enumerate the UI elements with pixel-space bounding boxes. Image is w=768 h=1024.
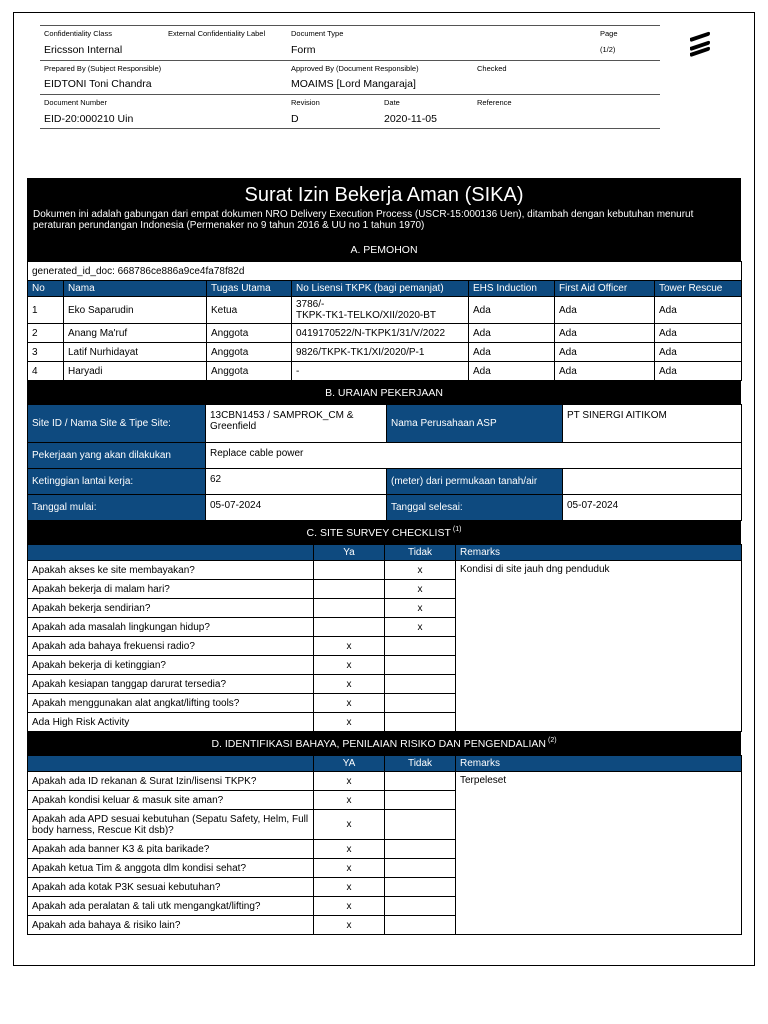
section-a-col-header: Nama <box>64 281 207 297</box>
applicant-cell: Ada <box>469 362 555 381</box>
checklist-no-mark <box>385 859 456 878</box>
height-unit-value <box>563 469 742 495</box>
checklist-no-mark <box>385 637 456 656</box>
applicant-cell: 2 <box>28 324 64 343</box>
height-unit-label: (meter) dari permukaan tanah/air <box>387 469 563 495</box>
applicant-cell: Ada <box>555 297 655 324</box>
checklist-question: Apakah ada kotak P3K sesuai kebutuhan? <box>28 878 314 897</box>
section-a-col-header: Tower Rescue <box>655 281 742 297</box>
applicant-cell: Ketua <box>207 297 292 324</box>
applicant-cell: Ada <box>655 324 742 343</box>
form-title: Surat Izin Bekerja Aman (SIKA) <box>244 184 524 206</box>
checklist-question: Apakah ada bahaya frekuensi radio? <box>28 637 314 656</box>
checklist-no-mark: x <box>385 580 456 599</box>
confidentiality-class-label: Confidentiality Class <box>44 29 112 38</box>
document-type-label: Document Type <box>291 29 344 38</box>
checklist-no-mark: x <box>385 561 456 580</box>
section-c-table <box>27 544 742 732</box>
section-d-note: (2) <box>547 737 557 744</box>
section-c-header-row <box>28 545 742 561</box>
generated-id: generated_id_doc: 668786ce886a9ce4fa78f82d <box>28 262 742 281</box>
external-label-label: External Confidentiality Label <box>168 29 266 38</box>
applicant-cell: Ada <box>555 343 655 362</box>
page-value: (1/2) <box>600 44 616 54</box>
checklist-question: Apakah ketua Tim & anggota dlm kondisi sehat? <box>28 859 314 878</box>
applicant-cell: 9826/TKPK-TK1/XI/2020/P-1 <box>292 343 469 362</box>
section-a-table <box>27 261 742 381</box>
section-c-yes-header: Ya <box>314 545 385 561</box>
applicant-row <box>28 324 742 343</box>
checklist-yes-mark <box>314 561 385 580</box>
prepared-by-label: Prepared By (Subject Responsible) <box>44 63 162 73</box>
form-title-band <box>27 178 741 238</box>
checklist-question: Apakah ada ID rekanan & Surat Izin/lisensi TKPK? <box>28 772 314 791</box>
page-label: Page <box>600 29 618 38</box>
site-value: 13CBN1453 / SAMPROK_CM & Greenfield <box>206 405 387 443</box>
section-a-col-header: EHS Induction <box>469 281 555 297</box>
checklist-no-mark <box>385 916 456 935</box>
checklist-no-mark <box>385 713 456 732</box>
checklist-question: Apakah ada bahaya & risiko lain? <box>28 916 314 935</box>
applicant-cell: Ada <box>655 362 742 381</box>
applicant-cell: Ada <box>655 343 742 362</box>
checklist-yes-mark: x <box>314 897 385 916</box>
checklist-question: Apakah bekerja di ketinggian? <box>28 656 314 675</box>
applicant-row <box>28 362 742 381</box>
checklist-no-mark <box>385 897 456 916</box>
end-date-label: Tanggal selesai: <box>387 495 563 521</box>
checklist-question: Ada High Risk Activity <box>28 713 314 732</box>
approved-by-value: MOAIMS [Lord Mangaraja] <box>291 78 416 90</box>
approved-by-label: Approved By (Document Responsible) <box>291 63 419 73</box>
form-intro: Dokumen ini adalah gabungan dari empat dokumen NRO Delivery Execution Process (USCR-15:000136 Uen), ditambah dengan kebutuhan menurut peraturan perundangan Indonesia (Permenaker no 9 tahun 2016 & UU no 1 tahun 1970) <box>33 209 694 231</box>
checklist-remarks: Terpeleset <box>456 772 742 935</box>
document-number-label: Document Number <box>44 98 107 107</box>
checklist-question: Apakah menggunakan alat angkat/lifting tools? <box>28 694 314 713</box>
date-label: Date <box>384 98 400 107</box>
section-c-remarks-header: Remarks <box>456 545 742 561</box>
applicant-cell: 1 <box>28 297 64 324</box>
revision-label: Revision <box>291 98 320 107</box>
header-row-1 <box>40 25 660 60</box>
checklist-no-mark <box>385 791 456 810</box>
applicant-cell: Anggota <box>207 343 292 362</box>
company-value: PT SINERGI AITIKOM <box>563 405 742 443</box>
section-c-no-header: Tidak <box>385 545 456 561</box>
section-a-col-header: No <box>28 281 64 297</box>
header-row-2 <box>40 60 660 95</box>
applicant-cell: 3786/- TKPK-TK1-TELKO/XII/2020-BT <box>292 297 469 324</box>
applicant-cell: Ada <box>469 297 555 324</box>
checklist-question: Apakah kondisi keluar & masuk site aman? <box>28 791 314 810</box>
height-label: Ketinggian lantai kerja: <box>28 469 206 495</box>
height-value: 62 <box>206 469 387 495</box>
section-a-title <box>27 238 741 261</box>
ericsson-logo-icon <box>688 30 712 58</box>
checklist-yes-mark <box>314 618 385 637</box>
checklist-question: Apakah bekerja sendirian? <box>28 599 314 618</box>
document-header <box>40 25 660 129</box>
applicant-cell: Ada <box>655 297 742 324</box>
sika-form <box>27 178 741 935</box>
checklist-yes-mark: x <box>314 713 385 732</box>
applicant-cell: - <box>292 362 469 381</box>
section-c-title-text: C. SITE SURVEY CHECKLIST <box>306 526 451 539</box>
section-b-table <box>27 404 742 521</box>
applicant-cell: 3 <box>28 343 64 362</box>
applicant-row <box>28 343 742 362</box>
section-d-header-row <box>28 756 742 772</box>
checklist-yes-mark: x <box>314 637 385 656</box>
checklist-no-mark <box>385 878 456 897</box>
job-value: Replace cable power <box>206 443 742 469</box>
section-d-remarks-header: Remarks <box>456 756 742 772</box>
checklist-yes-mark: x <box>314 656 385 675</box>
applicant-cell: Anang Ma'ruf <box>64 324 207 343</box>
header-row-3 <box>40 94 660 129</box>
checklist-yes-mark <box>314 599 385 618</box>
section-c-title <box>27 521 741 544</box>
checklist-no-mark <box>385 772 456 791</box>
checklist-question: Apakah ada banner K3 & pita barikade? <box>28 840 314 859</box>
checklist-remarks: Kondisi di site jauh dng penduduk <box>456 561 742 732</box>
end-date-value: 05-07-2024 <box>563 495 742 521</box>
section-a-col-header: Tugas Utama <box>207 281 292 297</box>
section-a-col-header: First Aid Officer <box>555 281 655 297</box>
section-d-question-header <box>28 756 314 772</box>
checklist-no-mark <box>385 675 456 694</box>
document-number-value: EID-20:000210 Uin <box>44 112 134 125</box>
applicant-cell: Ada <box>555 324 655 343</box>
checklist-no-mark <box>385 656 456 675</box>
height-row <box>28 469 742 495</box>
checklist-question: Apakah ada masalah lingkungan hidup? <box>28 618 314 637</box>
checklist-question: Apakah kesiapan tanggap darurat tersedia? <box>28 675 314 694</box>
prepared-by-value: EIDTONI Toni Chandra <box>44 78 152 90</box>
date-value: 2020-11-05 <box>384 112 437 125</box>
reference-label: Reference <box>477 98 512 107</box>
checklist-question: Apakah akses ke site membayakan? <box>28 561 314 580</box>
section-d-yes-header: YA <box>314 756 385 772</box>
checklist-yes-mark: x <box>314 859 385 878</box>
section-b-title-text: B. URAIAN PEKERJAAN <box>325 386 443 399</box>
applicant-cell: Anggota <box>207 362 292 381</box>
job-row <box>28 443 742 469</box>
date-row <box>28 495 742 521</box>
checklist-no-mark <box>385 840 456 859</box>
company-label: Nama Perusahaan ASP <box>387 405 563 443</box>
section-d-title <box>27 732 741 755</box>
applicant-cell: Haryadi <box>64 362 207 381</box>
applicant-cell: Ada <box>555 362 655 381</box>
generated-id-row <box>28 262 742 281</box>
section-c-note: (1) <box>452 526 462 533</box>
applicant-cell: Ada <box>469 324 555 343</box>
section-c-question-header <box>28 545 314 561</box>
section-a-body <box>28 297 742 381</box>
section-d-table <box>27 755 742 935</box>
checklist-yes-mark: x <box>314 772 385 791</box>
checklist-no-mark <box>385 694 456 713</box>
start-date-value: 05-07-2024 <box>206 495 387 521</box>
section-d-body <box>28 772 742 935</box>
document-type-value: Form <box>291 43 316 56</box>
checklist-row <box>28 561 742 580</box>
confidentiality-class-value: Ericsson Internal <box>44 43 123 56</box>
section-c-body <box>28 561 742 732</box>
section-a-header-row <box>28 281 742 297</box>
checklist-no-mark <box>385 810 456 840</box>
checklist-question: Apakah ada APD sesuai kebutuhan (Sepatu Safety, Helm, Full body harness, Rescue Kit dsb)? <box>28 810 314 840</box>
applicant-row <box>28 297 742 324</box>
section-b-title <box>27 381 741 404</box>
applicant-cell: Eko Saparudin <box>64 297 207 324</box>
checklist-yes-mark: x <box>314 840 385 859</box>
checklist-question: Apakah bekerja di malam hari? <box>28 580 314 599</box>
applicant-cell: 0419170522/N-TKPK1/31/V/2022 <box>292 324 469 343</box>
job-label: Pekerjaan yang akan dilakukan <box>28 443 206 469</box>
revision-value: D <box>291 112 299 125</box>
checklist-yes-mark: x <box>314 810 385 840</box>
applicant-cell: Latif Nurhidayat <box>64 343 207 362</box>
section-a-title-text: A. PEMOHON <box>350 243 418 256</box>
checklist-yes-mark <box>314 580 385 599</box>
applicant-cell: Ada <box>469 343 555 362</box>
applicant-cell: Anggota <box>207 324 292 343</box>
applicant-cell: 4 <box>28 362 64 381</box>
site-row <box>28 405 742 443</box>
section-d-title-text: D. IDENTIFIKASI BAHAYA, PENILAIAN RISIKO DAN PENGENDALIAN <box>211 737 546 750</box>
section-d-no-header: Tidak <box>385 756 456 772</box>
checklist-yes-mark: x <box>314 694 385 713</box>
checklist-yes-mark: x <box>314 791 385 810</box>
checklist-no-mark: x <box>385 618 456 637</box>
checklist-question: Apakah ada peralatan & tali utk mengangkat/lifting? <box>28 897 314 916</box>
checklist-yes-mark: x <box>314 916 385 935</box>
checklist-yes-mark: x <box>314 878 385 897</box>
checklist-yes-mark: x <box>314 675 385 694</box>
section-a-col-header: No Lisensi TKPK (bagi pemanjat) <box>292 281 469 297</box>
checked-label: Checked <box>477 63 507 73</box>
site-label: Site ID / Nama Site & Tipe Site: <box>28 405 206 443</box>
checklist-no-mark: x <box>385 599 456 618</box>
start-date-label: Tanggal mulai: <box>28 495 206 521</box>
checklist-row <box>28 772 742 791</box>
